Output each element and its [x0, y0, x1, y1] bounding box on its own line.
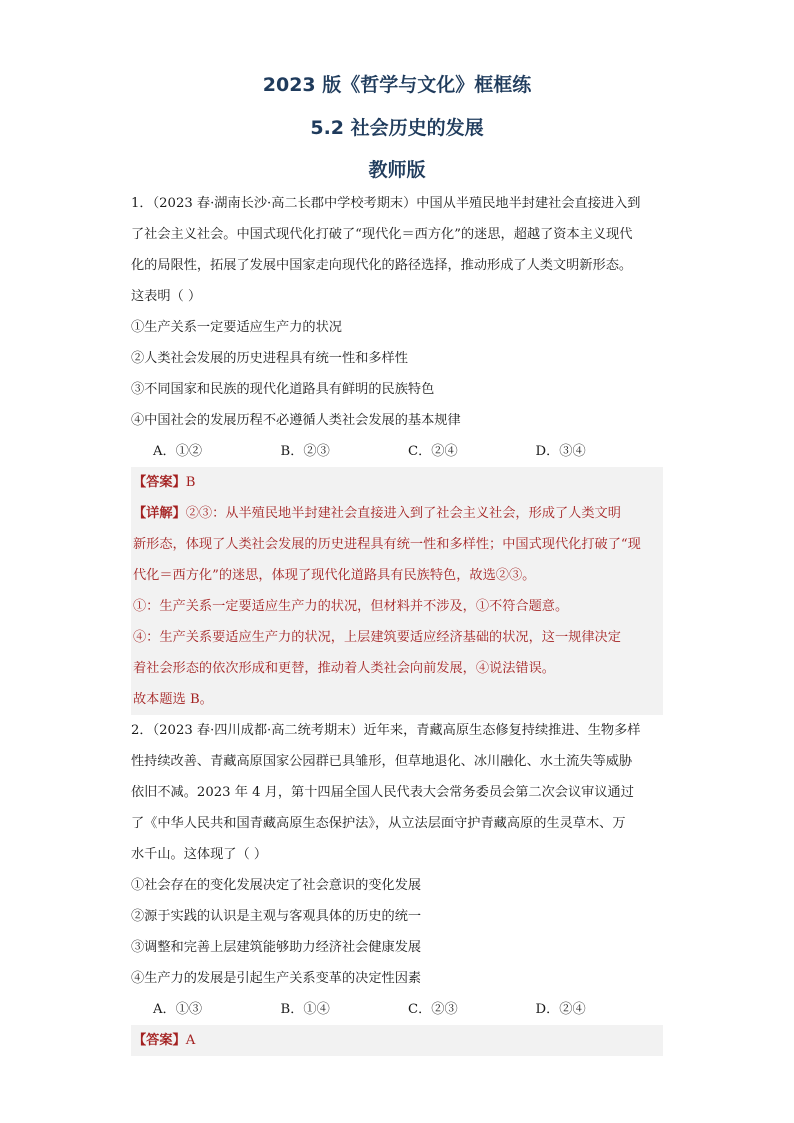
statement: ③调整和完善上层建筑能够助力经济社会健康发展	[131, 940, 422, 955]
option-c: C．②④	[408, 444, 458, 459]
answer-block	[131, 1025, 663, 1056]
option-a: A．①③	[153, 1002, 203, 1017]
question-list	[131, 188, 663, 1056]
question-stem-line: 了社会主义社会。中国式现代化打破了“现代化＝西方化”的迷思，超越了资本主义现代	[131, 227, 633, 242]
document-subtitle: 5.2 社会历史的发展	[310, 117, 484, 139]
statement: ③不同国家和民族的现代化道路具有鲜明的民族特色	[131, 382, 435, 397]
answer-label: 【答案】	[133, 475, 186, 490]
answer-label: 【答案】	[133, 1033, 186, 1048]
question-1	[131, 188, 663, 715]
detail-line: 故本题选 B。	[133, 692, 213, 707]
answer-value: A	[185, 1033, 196, 1048]
edition-label: 教师版	[368, 159, 426, 181]
answer-line	[131, 467, 663, 498]
question-stem-line: 这表明（ ）	[131, 289, 202, 304]
detail-line: ①：生产关系一定要适应生产力的状况，但材料并不涉及，①不符合题意。	[133, 599, 569, 614]
answer-line	[131, 1025, 663, 1056]
option-c: C．②③	[408, 1002, 458, 1017]
question-stem-line: 2．（2023 春·四川成都·高二统考期末）近年来，青藏高原生态修复持续推进、生物多样	[131, 723, 641, 738]
question-stem-line: 1．（2023 春·湖南长沙·高二长郡中学校考期末）中国从半殖民地半封建社会直接进入到	[131, 196, 641, 211]
question-stem-line: 依旧不减。2023 年 4 月，第十四届全国人民代表大会常务委员会第二次会议审议通过	[131, 785, 634, 800]
option-d: D．②④	[535, 1002, 586, 1017]
option-row	[131, 436, 663, 467]
option-d: D．③④	[535, 444, 586, 459]
statement: ④生产力的发展是引起生产关系变革的决定性因素	[131, 971, 422, 986]
question-2	[131, 715, 663, 1056]
statement: ①社会存在的变化发展决定了社会意识的变化发展	[131, 878, 422, 893]
question-stem-line: 化的局限性，拓展了发展中国家走向现代化的路径选择，推动形成了人类文明新形态。	[131, 258, 633, 273]
answer-block	[131, 467, 663, 715]
statement: ①生产关系一定要适应生产力的状况	[131, 320, 342, 335]
question-stem-line: 了《中华人民共和国青藏高原生态保护法》，从立法层面守护青藏高原的生灵草木、万	[131, 816, 626, 831]
detail-line: 着社会形态的依次形成和更替，推动着人类社会向前发展，④说法错误。	[133, 661, 555, 676]
detail-text: ②③：从半殖民地半封建社会直接进入到了社会主义社会，形成了人类文明	[185, 506, 621, 521]
statement: ②人类社会发展的历史进程具有统一性和多样性	[131, 351, 408, 366]
question-stem-line: 性持续改善、青藏高原国家公园群已具雏形，但草地退化、冰川融化、水土流失等威胁	[131, 754, 633, 769]
detail-line: 新形态，体现了人类社会发展的历史进程具有统一性和多样性；中国式现代化打破了“现	[133, 537, 641, 552]
detail-line	[131, 498, 663, 529]
option-a: A．①②	[153, 444, 203, 459]
detail-line: 代化＝西方化”的迷思，体现了现代化道路具有民族特色，故选②③。	[133, 568, 536, 583]
answer-value: B	[185, 475, 196, 490]
detail-label: 【详解】	[133, 506, 186, 521]
option-b: B．②③	[280, 444, 330, 459]
option-b: B．①④	[280, 1002, 330, 1017]
question-stem-line: 水千山。这体现了（ ）	[131, 847, 268, 862]
document-title: 2023 版《哲学与文化》框框练	[262, 74, 532, 96]
detail-line: ④：生产关系要适应生产力的状况，上层建筑要适应经济基础的状况，这一规律决定	[133, 630, 621, 645]
option-row	[131, 994, 663, 1025]
statement: ④中国社会的发展历程不必遵循人类社会发展的基本规律	[131, 413, 461, 428]
statement: ②源于实践的认识是主观与客观具体的历史的统一	[131, 909, 422, 924]
